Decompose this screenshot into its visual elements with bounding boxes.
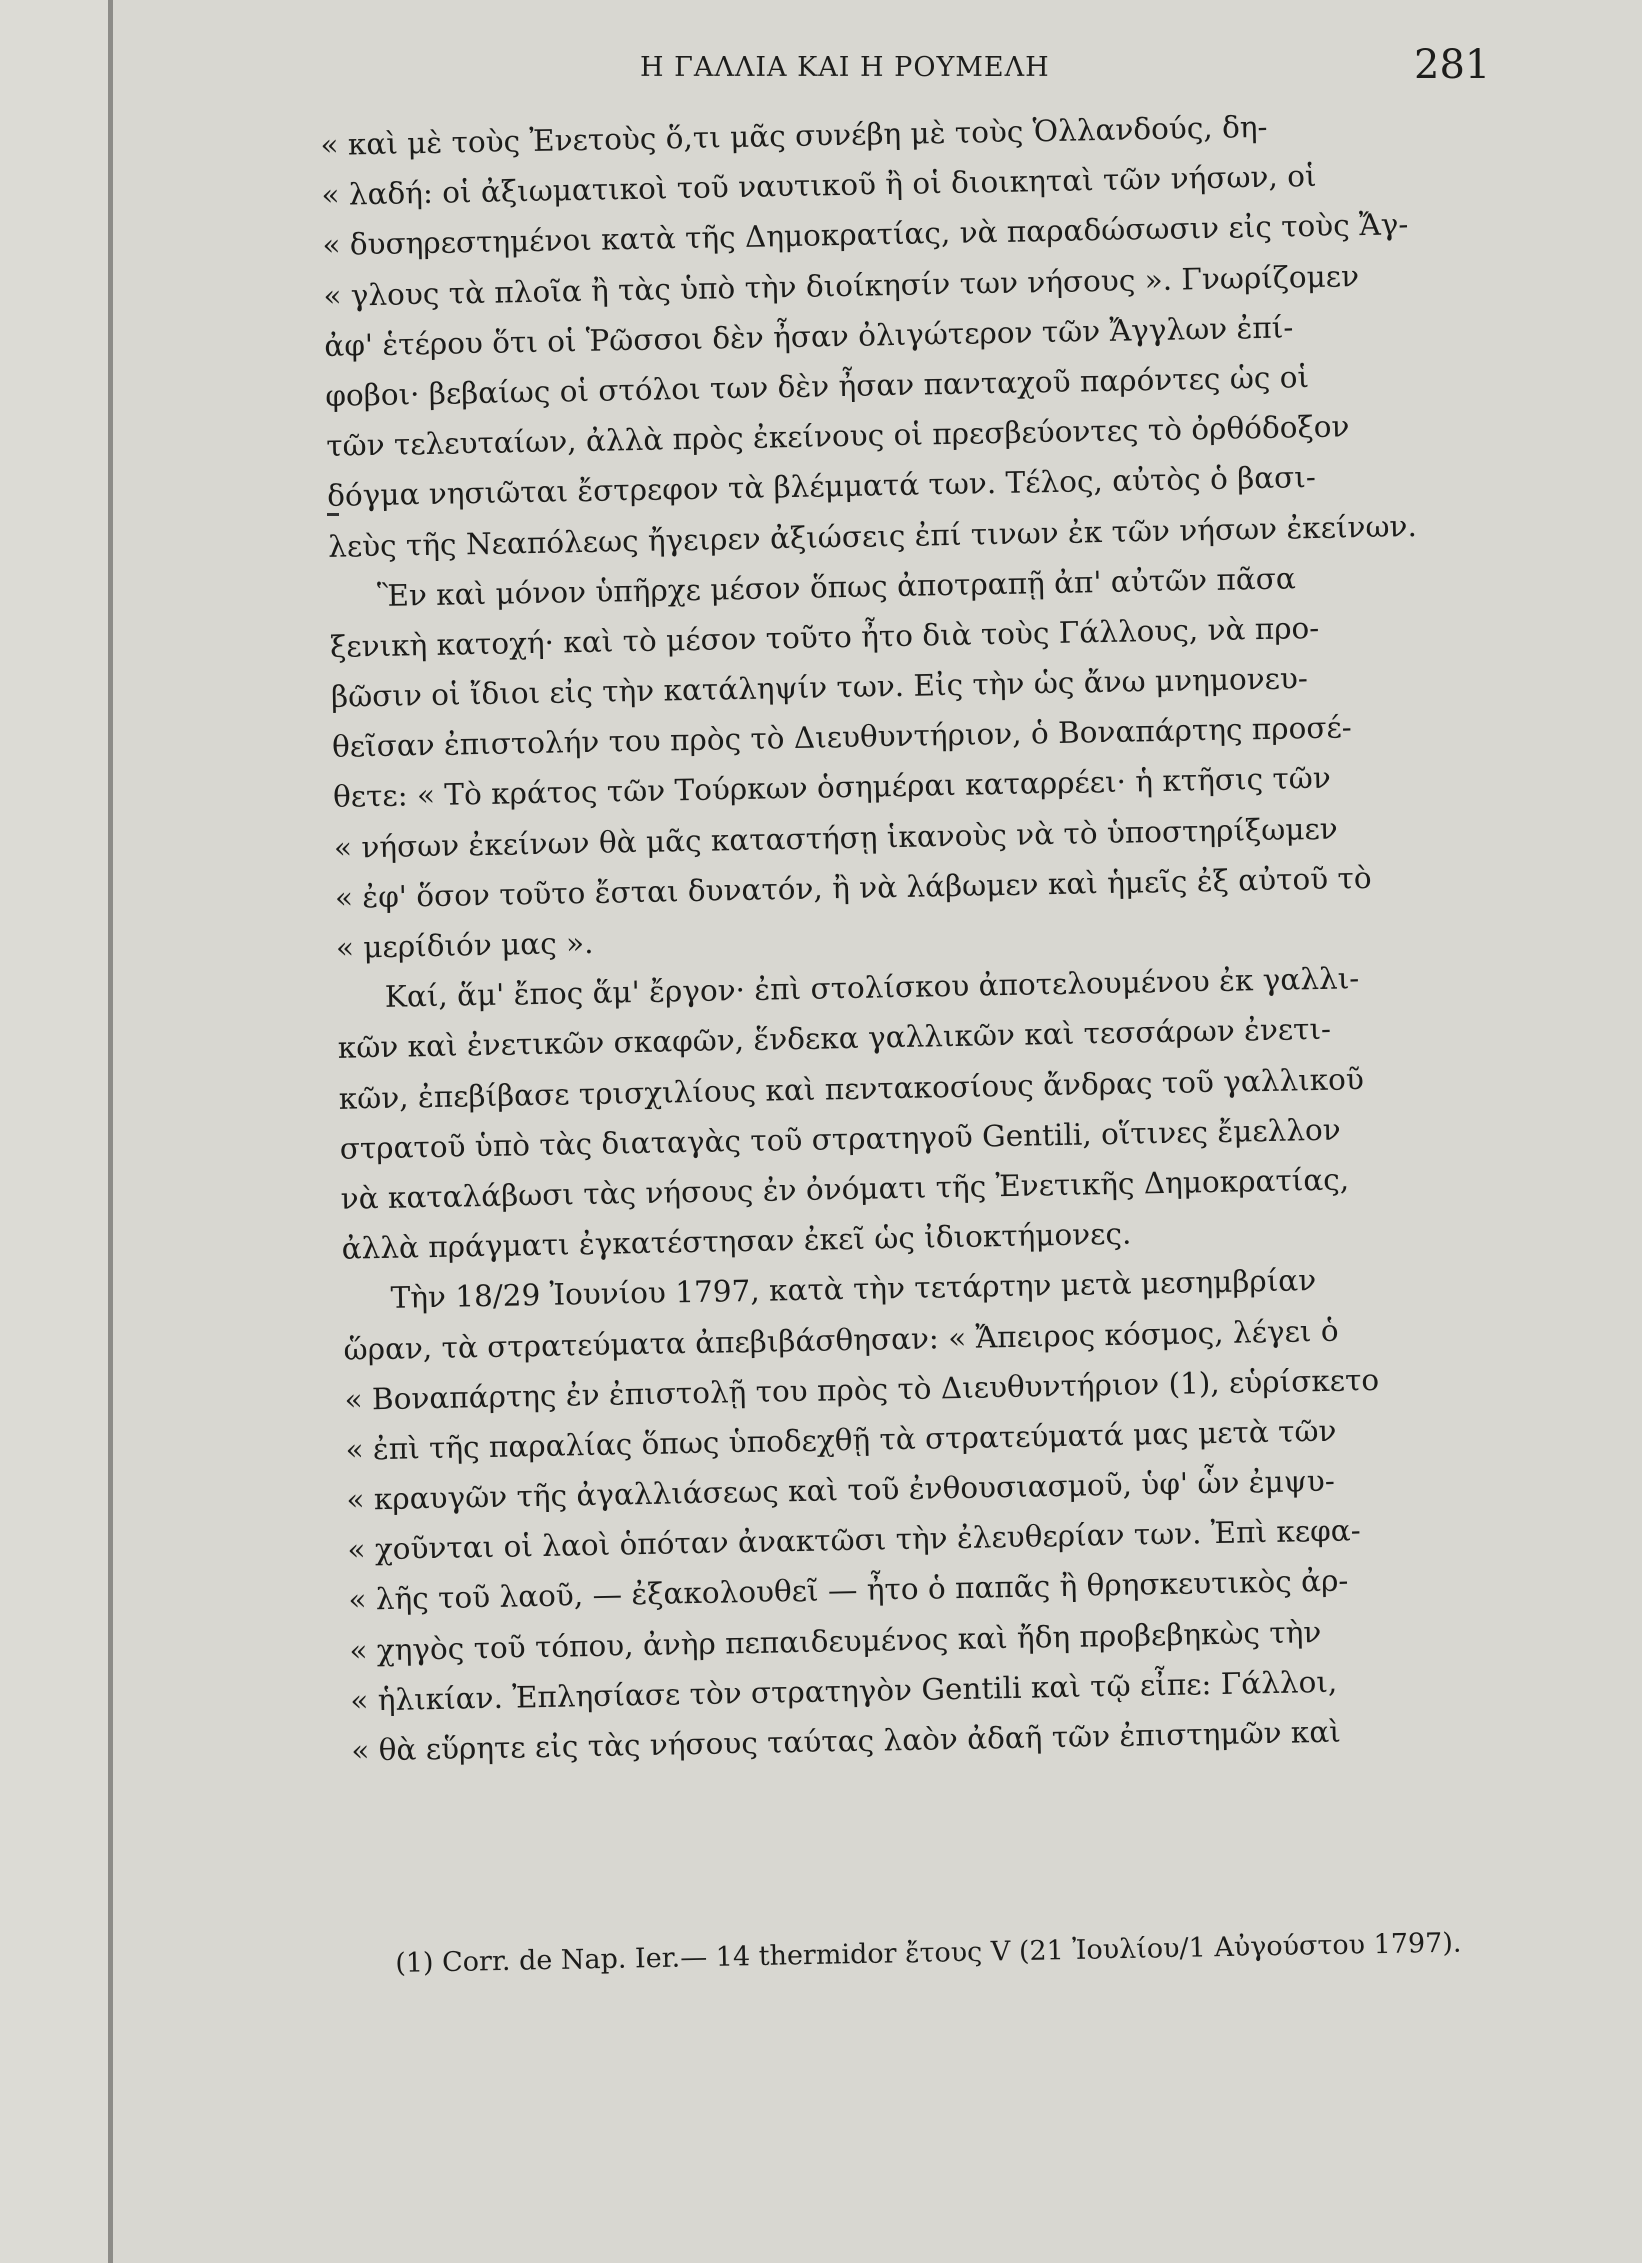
page-number: 281	[1414, 42, 1491, 88]
text-line: « κραυγῶν τῆς ἀγαλλιάσεως καὶ τοῦ ἐνθουσιασμοῦ, ὑφ' ὧν ἐμψυ-	[346, 1463, 1336, 1517]
facing-page-edge	[0, 0, 108, 2263]
text-line: φοβοι· βεβαίως οἱ στόλοι των δὲν ἦσαν πανταχοῦ παρόντες ὡς οἱ	[324, 360, 1310, 413]
text-line: Τὴν 18/29 Ἰουνίου 1797, κατὰ τὴν τετάρτην μετὰ μεσημβρίαν	[390, 1263, 1317, 1316]
text-line: νὰ καταλάβωσι τὰς νήσους ἐν ὀνόματι τῆς Ἐνετικῆς Δημοκρατίας,	[340, 1162, 1350, 1216]
text-line: « χηγὸς τοῦ τόπου, ἀνὴρ πεπαιδευμένος καὶ ἤδη προβεβηκὼς τὴν	[349, 1614, 1322, 1668]
text-line: στρατοῦ ὑπὸ τὰς διαταγὰς τοῦ στρατηγοῦ Gentili, οἵτινες ἔμελλον	[339, 1112, 1342, 1166]
footnote: (1) Corr. de Nap. Ier.— 14 thermidor ἔτους V (21 Ἰουλίου/1 Αὐγούστου 1797).	[395, 1927, 1462, 1979]
text-line: ξενικὴ κατοχή· καὶ τὸ μέσον τοῦτο ἦτο διὰ τοὺς Γάλλους, νὰ προ-	[329, 610, 1320, 664]
text-line: Καί, ἅμ' ἔπος ἅμ' ἔργον· ἐπὶ στολίσκου ἀποτελουμένου ἐκ γαλλι-	[384, 961, 1360, 1015]
text-line: ὥραν, τὰ στρατεύματα ἀπεβιβάσθησαν: « Ἄπειρος κόσμος, λέγει ὁ	[343, 1313, 1339, 1367]
running-title: Η ΓΑΛΛΙΑ ΚΑΙ Η ΡΟΥΜΕΛΗ	[640, 52, 1050, 83]
text-line: « καὶ μὲ τοὺς Ἐνετοὺς ὅ,τι μᾶς συνέβη μὲ τοὺς Ὁλλανδούς, δη-	[320, 109, 1268, 162]
text-line: « νήσων ἐκείνων θὰ μᾶς καταστήσῃ ἱκανοὺς νὰ τὸ ὑποστηρίξωμεν	[333, 811, 1339, 865]
text-line: « λῆς τοῦ λαοῦ, — ἐξακολουθεῖ — ἦτο ὁ παπᾶς ἢ θρησκευτικὸς ἀρ-	[348, 1563, 1349, 1618]
text-line: ἀφ' ἑτέρου ὅτι οἱ Ῥῶσσοι δὲν ἦσαν ὀλιγώτερον τῶν Ἄγγλων ἐπί-	[324, 310, 1294, 363]
text-line: « ἡλικίαν. Ἐπλησίασε τὸν στρατηγὸν Gentili καὶ τῷ εἶπε: Γάλλοι,	[350, 1664, 1338, 1718]
text-line: Ἓν καὶ μόνον ὑπῆρχε μέσον ὅπως ἀποτραπῇ ἀπ' αὐτῶν πᾶσα	[376, 561, 1297, 613]
text-line: « λαδή: οἱ ἀξιωματικοὶ τοῦ ναυτικοῦ ἢ οἱ διοικηταὶ τῶν νήσων, οἱ	[321, 159, 1317, 213]
text-line: « ἐπὶ τῆς παραλίας ὅπως ὑποδεχθῇ τὰ στρατεύματά μας μετὰ τῶν	[345, 1413, 1337, 1467]
text-line: ἀλλὰ πράγματι ἐγκατέστησαν ἐκεῖ ὡς ἰδιοκτήμονες.	[341, 1216, 1132, 1266]
text-line: τῶν τελευταίων, ἀλλὰ πρὸς ἐκείνους οἱ πρεσβεύοντες τὸ ὀρθόδοξον	[325, 409, 1350, 464]
text-line: δόγμα νησιῶται ἔστρεφον τὰ βλέμματά των. Τέλος, αὐτὸς ὁ βασι-	[326, 460, 1317, 514]
text-line: « δυσηρεστημένοι κατὰ τῆς Δημοκρατίας, νὰ παραδώσωσιν εἰς τοὺς Ἄγ-	[322, 207, 1409, 263]
text-line: θεῖσαν ἐπιστολήν του πρὸς τὸ Διευθυντήριον, ὁ Βοναπάρτης προσέ-	[331, 710, 1353, 765]
text-line: βῶσιν οἱ ἴδιοι εἰς τὴν κατάληψίν των. Εἰς τὴν ὡς ἄνω μνημονευ-	[330, 661, 1309, 714]
body-text	[320, 97, 1572, 1776]
text-line: κῶν, ἐπεβίβασε τρισχιλίους καὶ πεντακοσίους ἄνδρας τοῦ γαλλικοῦ	[338, 1061, 1365, 1116]
text-line: « Βοναπάρτης ἐν ἐπιστολῇ του πρὸς τὸ Διευθυντήριον (1), εὑρίσκετο	[344, 1362, 1380, 1417]
text-line: « θὰ εὕρητε εἰς τὰς νήσους ταύτας λαὸν ἀδαῆ τῶν ἐπιστημῶν καὶ	[350, 1714, 1342, 1768]
text-line: « χοῦνται οἱ λαοὶ ὁπόταν ἀνακτῶσι τὴν ἐλευθερίαν των. Ἐπὶ κεφα-	[347, 1513, 1361, 1567]
text-line: θετε: « Τὸ κράτος τῶν Τούρκων ὁσημέραι καταρρέει· ἡ κτῆσις τῶν	[332, 761, 1332, 815]
text-line: « γλους τὰ πλοῖα ἢ τὰς ὑπὸ τὴν διοίκησίν των νήσους ». Γνωρίζομεν	[323, 258, 1360, 313]
text-line: « μερίδιόν μας ».	[335, 925, 594, 965]
text-line: « ἐφ' ὅσον τοῦτο ἔσται δυνατόν, ἢ νὰ λάβωμεν καὶ ἡμεῖς ἐξ αὐτοῦ τὸ	[334, 860, 1372, 915]
text-line: λεὺς τῆς Νεαπόλεως ἤγειρεν ἀξιώσεις ἐπί τινων ἐκ τῶν νήσων ἐκείνων.	[327, 508, 1418, 564]
text-line: κῶν καὶ ἐνετικῶν σκαφῶν, ἕνδεκα γαλλικῶν καὶ τεσσάρων ἐνετι-	[337, 1012, 1332, 1066]
